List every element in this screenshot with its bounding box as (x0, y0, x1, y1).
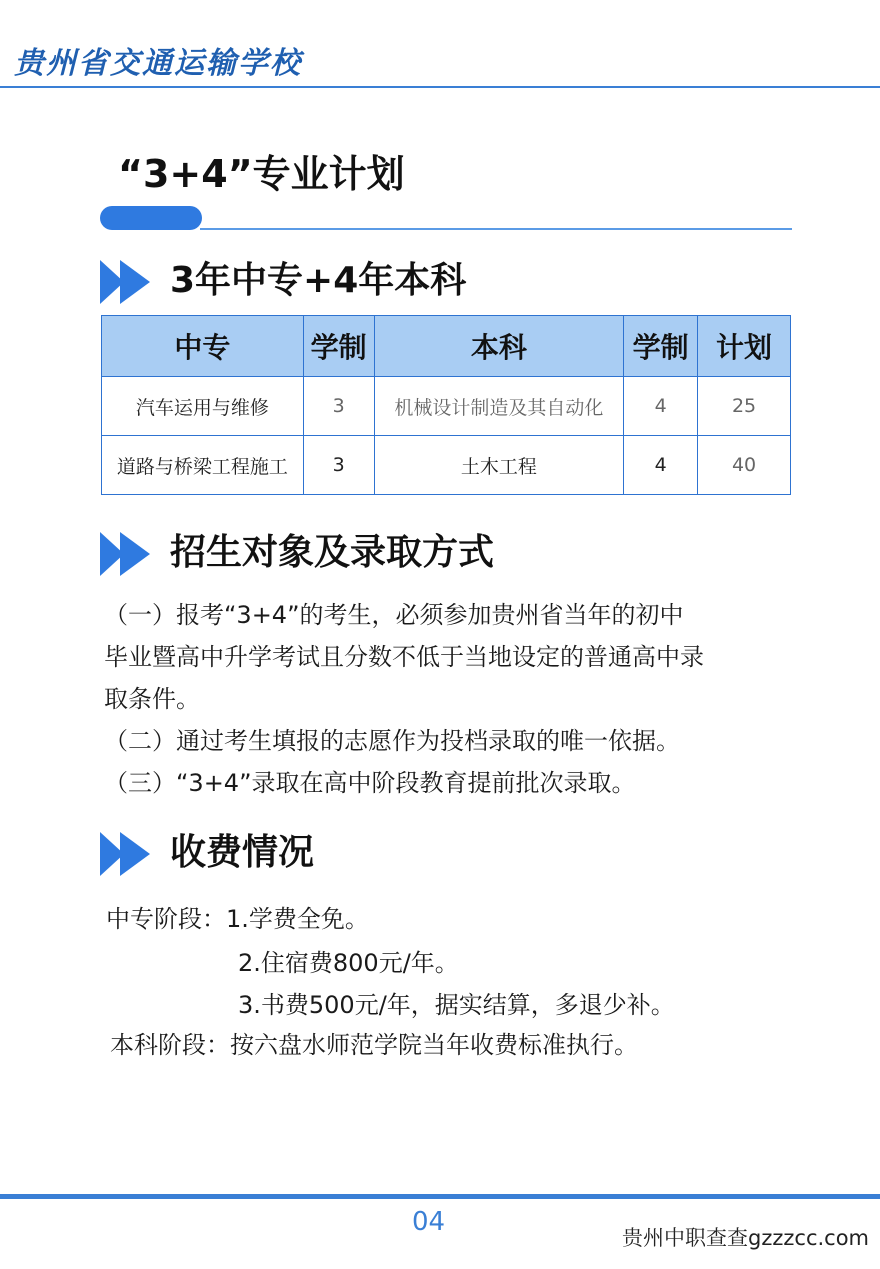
table-cell: 4 (624, 436, 698, 495)
section-title: 招生对象及录取方式 (170, 532, 495, 573)
admission-text-line: （一）报考“3+4”的考生，必须参加贵州省当年的初中 (104, 601, 684, 629)
admission-text-line: （三）“3+4”录取在高中阶段教育提前批次录取。 (104, 769, 636, 797)
footer-divider (0, 1194, 880, 1199)
admission-text-line: （二）通过考生填报的志愿作为投档录取的唯一依据。 (104, 727, 680, 755)
column-header: 学制 (303, 316, 374, 377)
watermark-text: 贵州中职查查gzzzcc.com (622, 1226, 870, 1250)
section-title: 3年中专+4年本科 (170, 260, 467, 301)
column-header: 计划 (698, 316, 791, 377)
table-cell: 机械设计制造及其自动化 (374, 377, 624, 436)
table-header-row (102, 316, 791, 377)
table-cell: 土木工程 (374, 436, 624, 495)
title-underline (200, 228, 792, 230)
section-title: 收费情况 (170, 832, 315, 873)
double-arrow-icon (120, 832, 150, 876)
fee-text-line: 中专阶段：1.学费全免。 (106, 905, 369, 933)
fee-text-line: 3.书费500元/年，据实结算，多退少补。 (238, 991, 675, 1019)
header-divider (0, 86, 880, 88)
fee-text-line: 2.住宿费800元/年。 (238, 949, 459, 977)
table-cell: 汽车运用与维修 (102, 377, 304, 436)
program-plan-table (101, 315, 791, 495)
column-header: 中专 (102, 316, 304, 377)
table-cell: 40 (698, 436, 791, 495)
double-arrow-icon (120, 260, 150, 304)
double-arrow-icon (120, 532, 150, 576)
fee-text-line: 本科阶段：按六盘水师范学院当年收费标准执行。 (110, 1031, 638, 1059)
table-cell: 道路与桥梁工程施工 (102, 436, 304, 495)
title-accent-pill (100, 206, 202, 230)
page-title: “3+4”专业计划 (118, 152, 405, 196)
admission-text-line: 取条件。 (104, 685, 200, 713)
table-cell: 25 (698, 377, 791, 436)
table-row (102, 377, 791, 436)
column-header: 学制 (624, 316, 698, 377)
admission-text-line: 毕业暨高中升学考试且分数不低于当地设定的普通高中录 (104, 643, 704, 671)
table-cell: 3 (303, 377, 374, 436)
column-header: 本科 (374, 316, 624, 377)
table-cell: 3 (303, 436, 374, 495)
page-number: 04 (412, 1207, 446, 1237)
table-cell: 4 (624, 377, 698, 436)
school-logo-text: 贵州省交通运输学校 (14, 46, 302, 81)
table-row (102, 436, 791, 495)
